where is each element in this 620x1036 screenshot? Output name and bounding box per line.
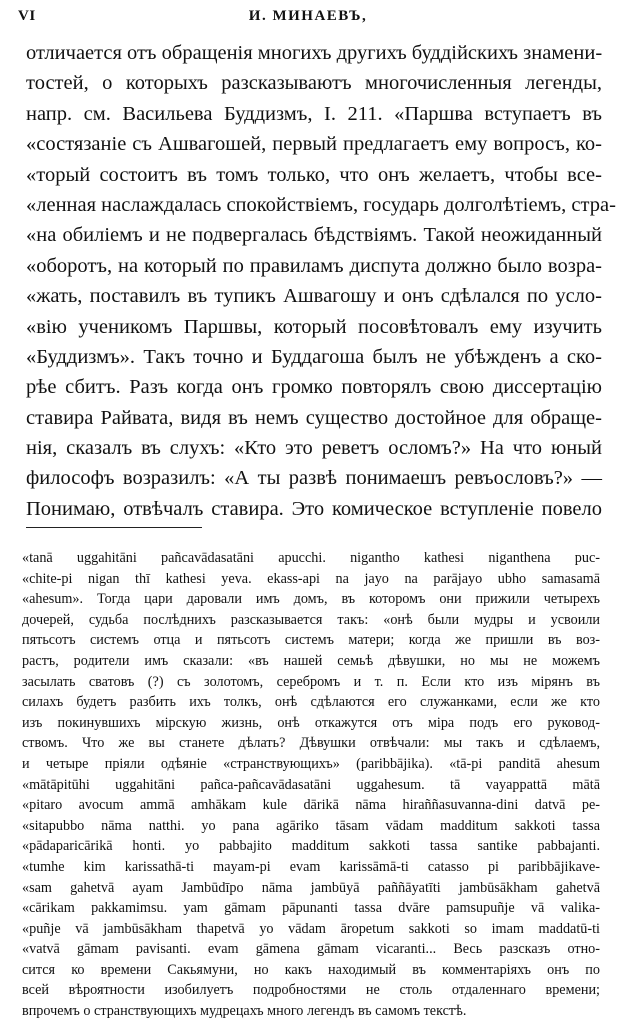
- main-text-line: отличается отъ обращенія многихъ другихъ буддійскихъ знамени-: [26, 42, 603, 64]
- footnote-line: дочерей, судьба послѣднихъ разсказывается такъ: «онѣ были мудры и усвоили: [22, 611, 600, 628]
- footnote-line: пятьсотъ системъ отца и пятьсотъ системъ матери; когда же пришли въ воз-: [22, 632, 600, 649]
- main-text-line: ставира Райвата, видя въ немъ существо достойное для обраще-: [26, 406, 602, 429]
- footnote-line: всей вѣроятности изобилуетъ подробностями не столь отдаленнаго времени;: [22, 982, 600, 999]
- footnote-line: «puñje vā jambūsākham thapetvā yo vādam āropetum sakkoti so imam maddatū-ti: [22, 920, 600, 937]
- footnote-line: «tanā uggahitāni pañcavādasatāni apucchi. nigantho kathesi niganthena puc-: [22, 550, 600, 566]
- footnote-block: [22, 548, 600, 1022]
- footnote-line: засылать сватовъ (?) съ золотомъ, серебромъ и т. п. Если кто изъ мірянъ въ: [22, 673, 600, 690]
- footnote-line: впрочемъ о странствующихъ мудрецахъ много легендъ въ самомъ текстѣ.: [22, 1003, 467, 1020]
- main-text-line: «Буддизмъ». Такъ точно и Буддагоша былъ не убѣжденъ а ско-: [26, 345, 602, 368]
- footnote-line: изъ покинувшихъ мірскую жизнь, онѣ откажутся отъ міра подъ его руковод-: [22, 714, 600, 731]
- main-text-line: «жать, поставилъ въ тупикъ Ашвагошу и онъ сдѣлался по усло-: [26, 285, 602, 308]
- footnote-line: силахъ будетъ разбить ихъ толкъ, онѣ сдѣлаются его служанками, если же кто: [22, 694, 600, 711]
- main-text-line: нія, сказалъ въ слухъ: «Кто это реветъ осломъ?» На что юный: [26, 437, 602, 460]
- page-number: VI: [18, 8, 36, 24]
- main-text-block: [26, 38, 616, 524]
- main-text-line: «на обиліемъ и не подвергалась бѣдствіямъ. Такой неожиданный: [26, 224, 602, 247]
- footnote-line: «pitaro avocum ammā amhākam kule dārikā nāma hiraññasuvanna-dini datvā pe-: [22, 797, 600, 814]
- main-text-line: Понимаю, отвѣчалъ ставира. Это комическое вступленіе повело: [26, 497, 602, 520]
- main-text-line: напр. см. Васильева Буддизмъ, I. 211. «Паршва вступаетъ въ: [26, 102, 602, 125]
- main-text-line: философъ возразилъ: «А ты развѣ понимаешъ ревъословъ?» —: [26, 467, 602, 490]
- footnote-line: сится ко времени Сакьямуни, но какъ находимый въ комментаріяхъ онъ по: [22, 961, 600, 978]
- footnote-line: растъ, родители имъ сказали: «въ нашей семьѣ дѣвушки, но мы не можемъ: [22, 652, 600, 669]
- footnote-line: «cārikam pakkamimsu. yam gāmam pāpunanti tassa dvāre pamsupuñje vā valika-: [22, 900, 600, 917]
- footnote-line: «sam gahetvā ayam Jambūdīpo nāma jambūyā paññāyatīti jambūsākham gahetvā: [22, 879, 600, 896]
- footnote-line: «tumhe kim karissathā-ti mayam-pi evam karissāmā-ti catasso pi paribbājikave-: [22, 858, 600, 875]
- footnote-line: «vatvā gāmam pavisanti. evam gāmena gāmam vicaranti... Весь разсказъ отно-: [22, 941, 600, 958]
- main-text-line: «ленная наслаждалась спокойствіемъ, государь долголѣтіемъ, стра-: [26, 193, 616, 216]
- main-text-line: рѣе сбитъ. Разъ когда онъ громко повторялъ свою диссертацію: [26, 376, 602, 399]
- main-text-line: «оборотъ, на который по правиламъ диспута должно было возра-: [26, 254, 602, 277]
- main-text-line: тостей, о которыхъ разсказываютъ многочисленныя легенды,: [26, 72, 602, 95]
- page-header: [18, 8, 598, 30]
- running-head-author: И. МИНАЕВЪ,: [248, 8, 368, 24]
- main-text-line: «торый состоитъ въ томъ только, что онъ желаетъ, чтобы все-: [26, 163, 602, 186]
- main-text-line: «состязаніе съ Ашвагошей, первый предлагаетъ ему вопросъ, ко-: [26, 133, 602, 156]
- footnote-separator-rule: [26, 527, 202, 528]
- footnote-line: ствомъ. Что же вы станете дѣлать? Дѣвушки отвѣчали: мы такъ и сдѣлаемъ,: [22, 735, 600, 752]
- main-text-line: «вію ученикомъ Паршвы, который посовѣтовалъ ему изучить: [26, 315, 602, 338]
- footnote-line: «mātāpitūhi uggahitāni pañca-pañcavādasatāni uggahesum. tā vayappattā mātā: [22, 776, 600, 793]
- footnote-line: и четыре пріяли одѣяніе «странствующихъ» (paribbājika). «tā-pi panditā ahesum: [22, 755, 600, 772]
- footnote-line: «pādaparicārikā honti. yo pabbajito madditum sakkoti tassa santike pabbajanti.: [22, 838, 600, 855]
- footnote-line: «ahesum». Тогда цари даровали имъ домъ, въ которомъ они прижили четырехъ: [22, 591, 600, 608]
- footnote-line: «chite-pi nigan thī kathesi yeva. ekass-api na jayo na parājayo ubho samasamā: [22, 570, 600, 587]
- footnote-line: «sitapubbo nāma natthi. yo pana agāriko tāsam vādam madditum sakkoti tassa: [22, 817, 600, 834]
